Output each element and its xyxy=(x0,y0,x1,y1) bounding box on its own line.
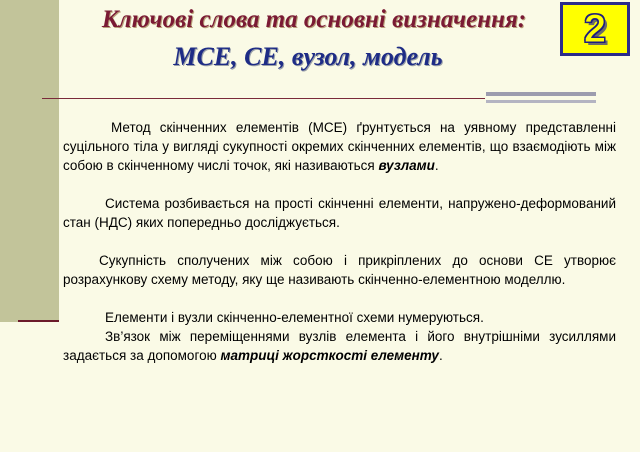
slide-number-badge: 2 xyxy=(560,2,630,56)
paragraph-numbering xyxy=(63,308,616,327)
paragraph-end: . xyxy=(438,348,443,363)
term-stiffness-matrix: матриці жорсткості елементу xyxy=(220,348,439,363)
paragraph-fem-definition xyxy=(63,118,616,175)
header-accent-bar xyxy=(486,92,596,96)
left-decor-bar xyxy=(0,0,59,322)
left-decor-rule xyxy=(18,320,59,322)
paragraph-text: Зв’язок між переміщеннями вузлів елемента і його внутрішніми зусиллями задається за допомогою xyxy=(63,329,616,363)
paragraph-text: Метод скінченних елементів (МСЕ) ґрунтується на уявному представленні суцільного тіла у вигляді сукупності окремих скінченних елементів, що взаємодіють між собою в скінченному числі точок, які називаються xyxy=(63,120,616,173)
slide-body xyxy=(63,118,616,365)
paragraph-end: . xyxy=(434,158,439,173)
header-divider xyxy=(42,98,485,99)
paragraph-text: Система розбивається на прості скінченні елементи, напружено-деформований стан (НДС) яких попередньо досліджується. xyxy=(63,196,616,230)
paragraph-text: Сукупність сполучених між собою і прикріплених до основи СЕ утворює розрахункову схему методу, яку ще називають скінченно-елементною моделлю. xyxy=(63,253,616,287)
paragraph-text: Елементи і вузли скінченно-елементної схеми нумеруються. xyxy=(105,310,484,325)
paragraph-stiffness-matrix xyxy=(63,327,616,365)
term-nodes: вузлами xyxy=(378,158,435,173)
paragraph-system-division xyxy=(63,194,616,232)
paragraph-fe-model xyxy=(63,251,616,289)
header-accent-bar-lower xyxy=(486,100,596,103)
slide-subtitle: МСЕ, СЕ, вузол, модель xyxy=(173,42,443,71)
slide-title: Ключові слова та основні визначення: xyxy=(101,6,527,33)
